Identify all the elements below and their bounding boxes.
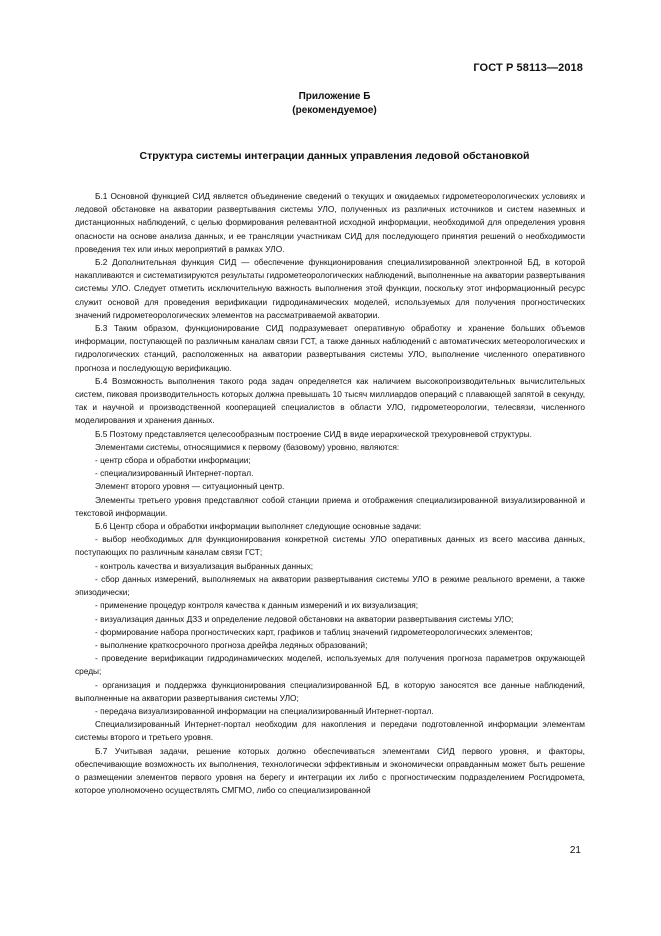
paragraph: Элементы третьего уровня представляют собой станции приема и отображения специализированной визуализированной и текстовой информации.: [75, 494, 585, 518]
standard-number: ГОСТ Р 58113—2018: [473, 62, 583, 74]
list-item: - формирование набора прогностических карт, графиков и таблиц значений гидрометеорологических элементов;: [95, 626, 533, 637]
paragraph-b3: Б.3 Таким образом, функционирование СИД подразумевает оперативную обработку и хранение больших объемов информации, поступающей по различным каналам связи ГСТ, а также данных наблюдений с автоматических метеорологических и гидрологических станций, расположенных на акватории развертывания системы УЛО, выполнение численного оперативного прогноза и последующую верификацию.: [75, 323, 585, 373]
paragraph-b6: Б.6 Центр сбора и обработки информации выполняет следующие основные задачи:: [95, 521, 422, 532]
list-item: - организация и поддержка функционирования специализированной БД, в которую заносятся все данные наблюдений, выполненные на акватории развертывания системы УЛО;: [75, 679, 585, 703]
list-item: - передача визуализированной информации на специализированный Интернет-портал.: [95, 705, 434, 716]
list-item: - специализированный Интернет-портал.: [95, 468, 254, 479]
list-item: - центр сбора и обработки информации;: [95, 455, 251, 466]
paragraph-b7: Б.7 Учитывая задачи, решение которых должно обеспечиваться элементами СИД первого уровня, и факторы, обеспечивающие возможность их выполнения, технологически эффективным и экономически оправданным может быть решение о размещении элементов первого уровня на берегу и интеграции их либо с прогностическим подразделением Росгидромета, которое уполномочено осуществлять СМГМО, либо со специализированной: [75, 745, 585, 796]
body-text: [75, 190, 585, 797]
paragraph: Элемент второго уровня — ситуационный центр.: [95, 481, 285, 492]
list-item: - выбор необходимых для функционирования конкретной системы УЛО оперативных данных из всего массива данных, поступающих по различным каналам связи ГСТ;: [75, 534, 585, 558]
annex-subtitle: (рекомендуемое): [292, 105, 377, 116]
paragraph-b5: Б.5 Поэтому представляется целесообразным построение СИД в виде иерархической трехуровневой структуры.: [95, 428, 532, 439]
list-item: - выполнение краткосрочного прогноза дрейфа ледяных образований;: [95, 639, 368, 650]
list-item: - применение процедур контроля качества к данным измерений и их визуализация;: [95, 600, 419, 611]
list-item: - визуализация данных ДЗЗ и определение ледовой обстановки на акватории развертывания системы УЛО;: [95, 613, 514, 624]
annex-title: Приложение Б: [298, 91, 371, 102]
paragraph-b4: Б.4 Возможность выполнения такого рода задач определяется как наличием высокопроизводительных вычислительных систем, пиковая производительность которых должна превышать 10 тысяч миллиардов операций с плавающей запятой в секунду, так и научной и производственной кооперацией специалистов в области УЛО, гидрометеорологии, телесвязи, численного моделирования и хранения данных.: [75, 375, 585, 426]
paragraph-b2: Б.2 Дополнительная функция СИД — обеспечение функционирования специализированной электронной БД, в которой накапливаются и систематизируются результаты гидрометеорологических наблюдений, выполненные на акватории развертывания системы УЛО. Следует отметить исключительную важность выполнения этой функции, поскольку этот информационный ресурс служит основой для проведения верификации гидродинамических моделей, используемых для получения прогностических значений гидрометеорологических элементов на рассматриваемой акватории.: [75, 257, 585, 320]
paragraph-b1: Б.1 Основной функцией СИД является объединение сведений о текущих и ожидаемых гидрометеорологических условиях и ледовой обстановке на акватории развертывания системы УЛО, полученных из различных источников и систем наземных и дистанционных наблюдений, с целью формирования релевантной исходной информации, необходимой для определения уровня опасности на основе анализа данных, и ее трансляции участникам СИД для последующего принятия решений о необходимости проведения тех или иных мероприятий в рамках УЛО.: [75, 191, 585, 254]
paragraph: Специализированный Интернет-портал необходим для накопления и передачи подготовленной информации элементам системы второго и третьего уровня.: [75, 719, 585, 743]
page-number: 21: [569, 845, 581, 856]
section-title: Структура системы интеграции данных управления ледовой обстановкой: [139, 150, 530, 162]
list-item: - сбор данных измерений, выполняемых на акватории развертывания системы УЛО в режиме реального времени, а также эпизодически;: [75, 573, 585, 598]
list-item: - проведение верификации гидродинамических моделей, используемых для получения прогноза параметров окружающей среды;: [75, 653, 585, 677]
annex-heading: [0, 90, 661, 118]
paragraph: Элементами системы, относящимися к первому (базовому) уровню, являются:: [95, 441, 400, 452]
list-item: - контроль качества и визуализация выбранных данных;: [95, 560, 314, 571]
